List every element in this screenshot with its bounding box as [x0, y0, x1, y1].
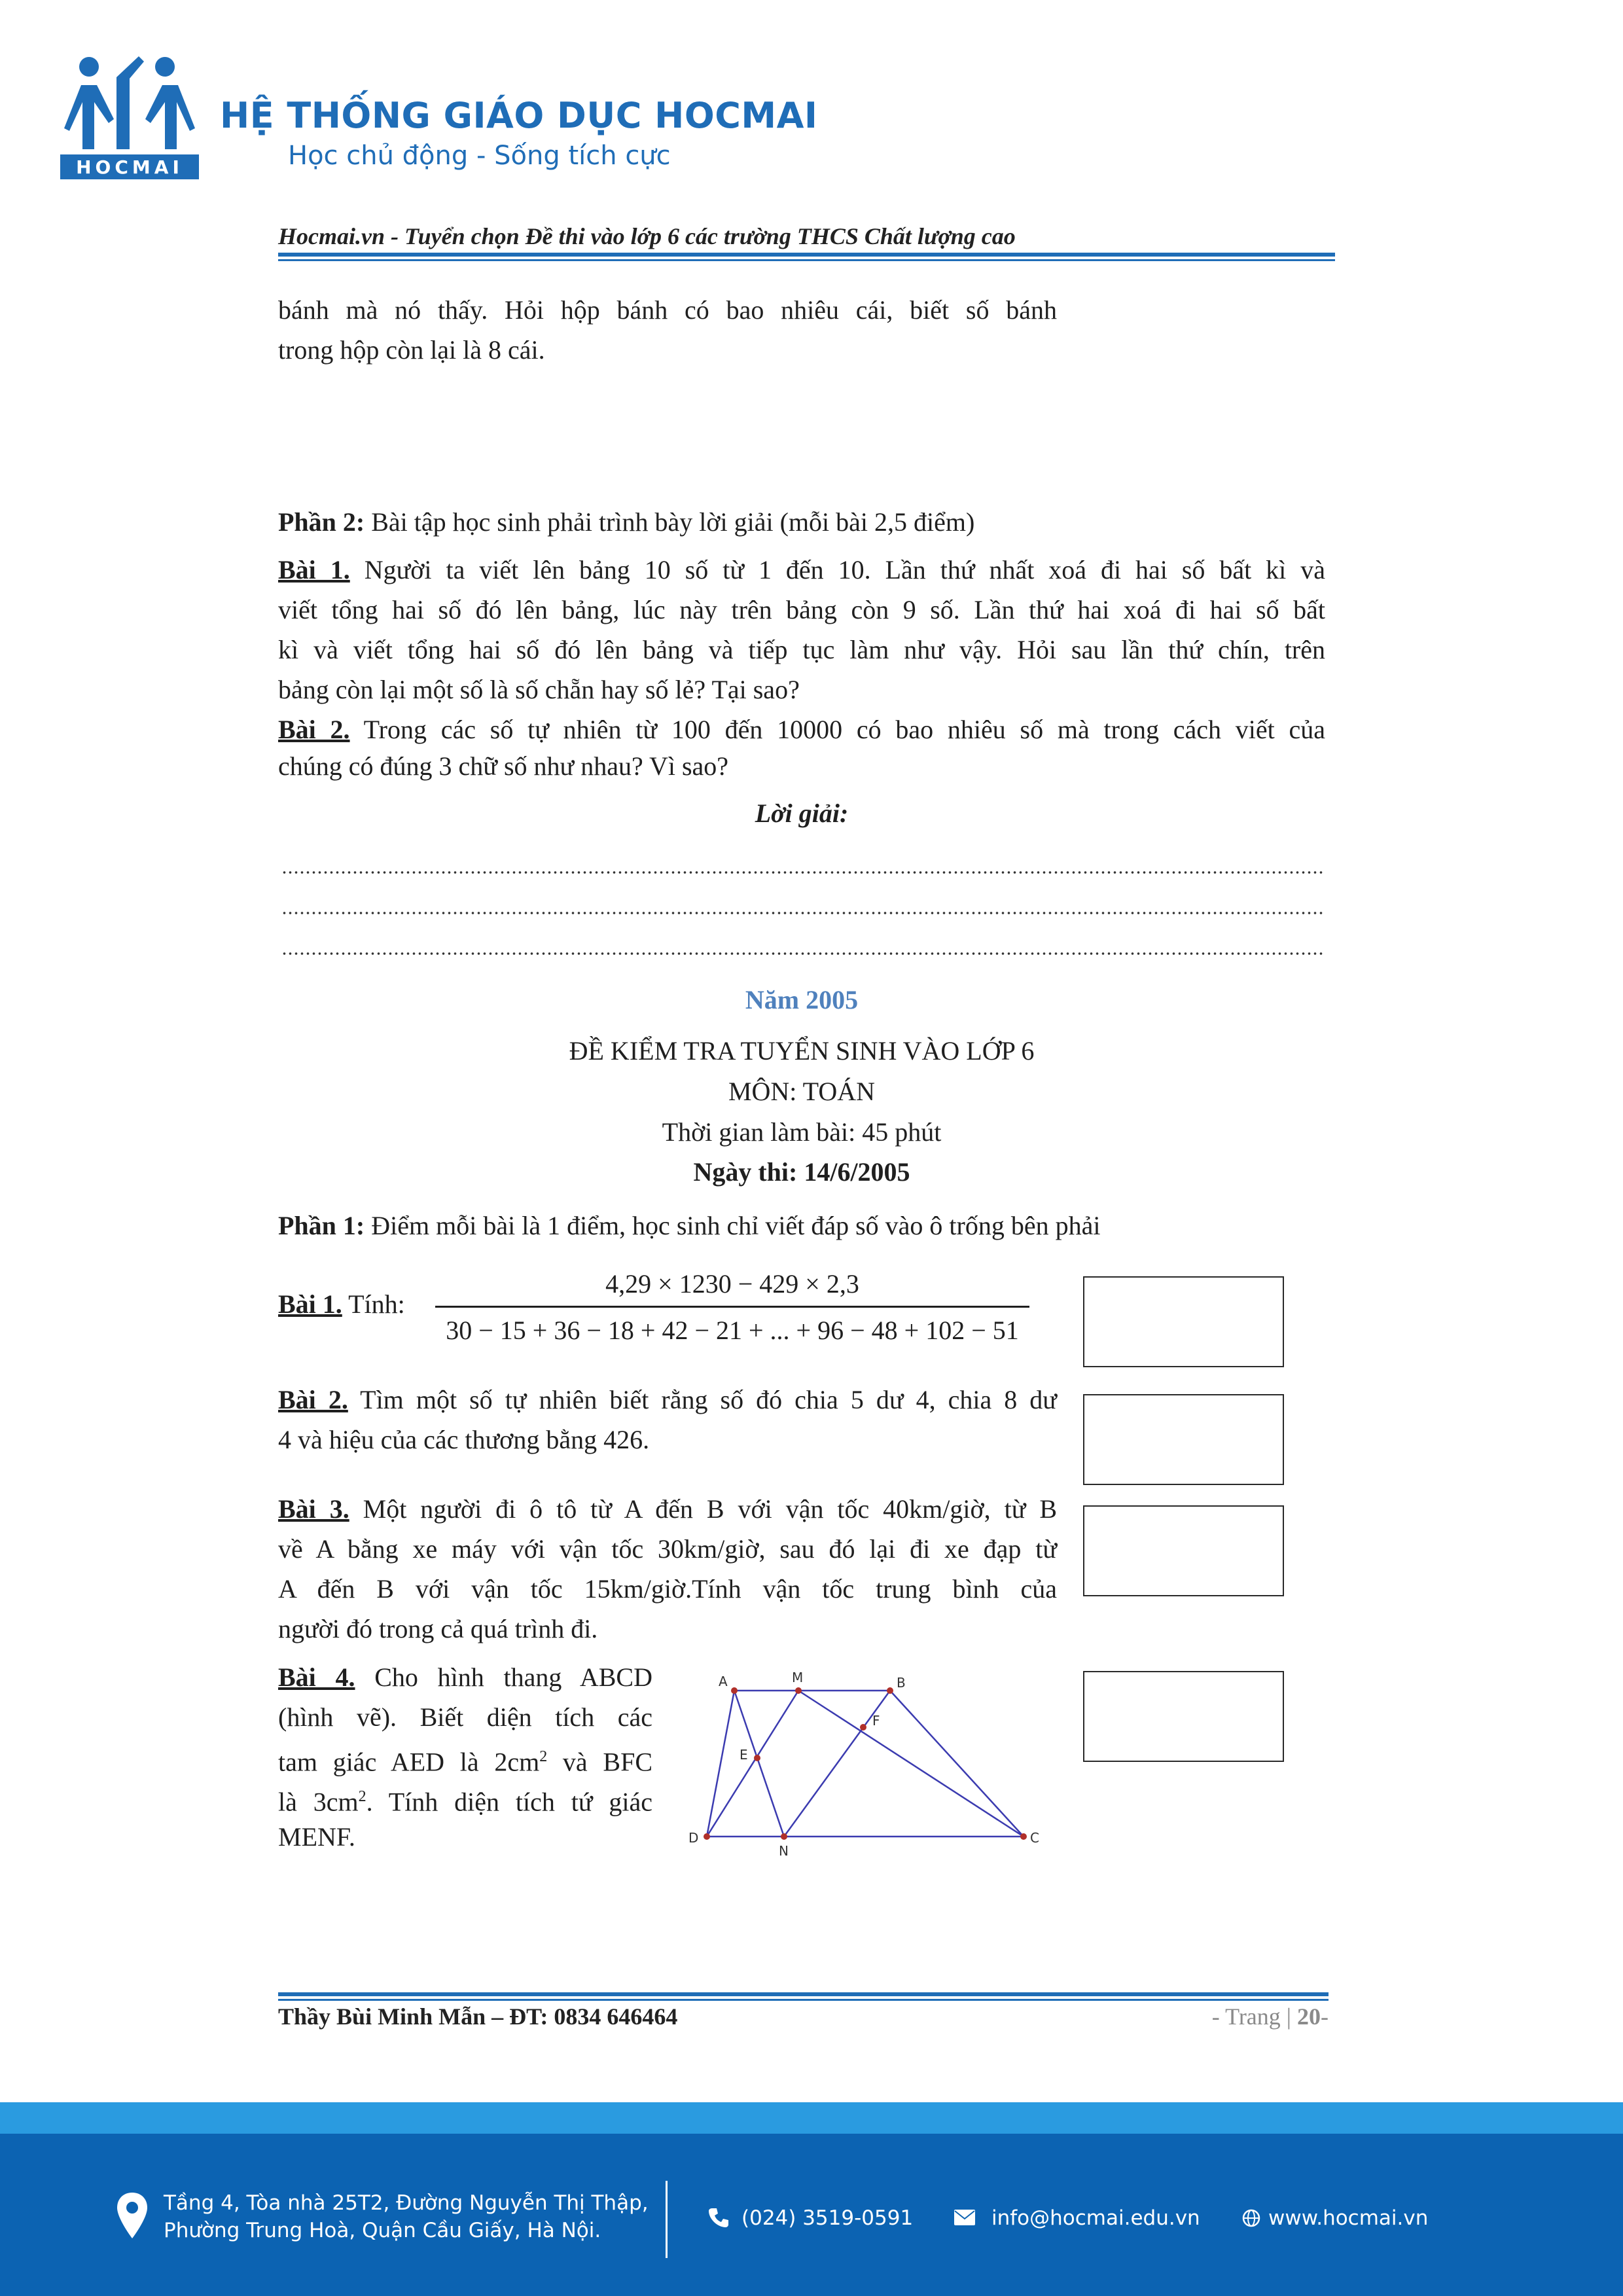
part1-heading	[278, 1206, 1100, 1246]
part2-p2-line-1	[278, 709, 1325, 749]
exam-b2-line-1	[278, 1380, 1057, 1420]
part2-p1-line-2: viết tổng hai số đó lên bảng, lúc này trên bảng còn 9 số. Lần thứ hai xoá đi hai số bất	[278, 595, 1325, 624]
part1-label: Phần 1:	[278, 1211, 365, 1240]
point-d	[704, 1833, 710, 1840]
logo-text: HOCMAI	[76, 156, 183, 178]
part2-p1-text-1: Người ta viết lên bảng 10 số từ 1 đến 10. Lần thứ nhất xoá đi hai số bất kì và	[349, 555, 1326, 584]
solution-label: Lời giải:	[755, 798, 849, 828]
footer-address-line-1: Tầng 4, Tòa nhà 25T2, Đường Nguyễn Thị Thập,	[164, 2191, 649, 2215]
part2-p1-line-1	[278, 550, 1325, 590]
part2-label: Phần 2:	[278, 507, 365, 537]
teacher-contact: Thầy Bùi Minh Mẫn – ĐT: 0834 646464	[278, 2003, 678, 2030]
header-rule-thin	[278, 259, 1335, 261]
mail-icon	[954, 2210, 975, 2225]
segment-an	[734, 1691, 784, 1837]
exam-b1	[278, 1284, 405, 1324]
exam-b1-label: Bài 1.	[278, 1289, 342, 1319]
exam-duration: Thời gian làm bài: 45 phút	[662, 1117, 942, 1147]
exam-b4-text-3a: tam giác AED là 2cm	[278, 1747, 540, 1777]
answer-box-b1[interactable]	[1083, 1276, 1284, 1367]
exam-b4-line-4	[278, 1777, 652, 1821]
label-c: C	[1030, 1830, 1039, 1846]
point-c	[1020, 1833, 1027, 1840]
trapezoid-figure	[681, 1662, 1047, 1859]
part2-p2-label: Bài 2.	[278, 715, 350, 744]
answer-box-b3[interactable]	[1083, 1505, 1284, 1596]
label-b: B	[897, 1675, 906, 1691]
part1-text: Điểm mỗi bài là 1 điểm, học sinh chỉ viết đáp số vào ô trống bên phải	[365, 1211, 1101, 1240]
point-m	[795, 1687, 802, 1694]
footer-rule-thin	[278, 1999, 1329, 2001]
phone-icon	[707, 2206, 730, 2229]
answer-dotted-line-3	[281, 952, 1325, 956]
exam-b3-line-2: về A bằng xe máy với vận tốc 30km/giờ, sau đó lại đi xe đạp từ	[278, 1534, 1057, 1564]
exam-b4-line-3	[278, 1737, 652, 1782]
exam-b4-text-4a: là 3cm	[278, 1787, 359, 1817]
exam-date: Ngày thi: 14/6/2005	[693, 1157, 910, 1187]
exam-b3-line-4: người đó trong cả quá trình đi.	[278, 1614, 598, 1643]
exam-b4-line-5: MENF.	[278, 1822, 355, 1852]
page-number-value: 20	[1297, 2003, 1321, 2030]
hocmai-logo	[60, 51, 199, 179]
exam-b4-line-2: (hình vẽ). Biết diện tích các	[278, 1702, 652, 1732]
superscript-2: 2	[539, 1748, 548, 1765]
exam-b3-text-1: Một người đi ô tô từ A đến B với vận tốc 40km/giờ, từ B	[349, 1494, 1057, 1524]
answer-dotted-line-1	[281, 870, 1325, 874]
header-rule	[278, 253, 1335, 257]
footer-phone[interactable]: (024) 3519-0591	[741, 2206, 914, 2230]
exam-b3-label: Bài 3.	[278, 1494, 349, 1524]
prev-line-1: bánh mà nó thấy. Hỏi hộp bánh có bao nhiêu cái, biết số bánh	[278, 295, 1057, 325]
point-a	[731, 1687, 738, 1694]
exam-b3-line-1	[278, 1489, 1057, 1529]
label-a: A	[719, 1674, 728, 1689]
exam-subject: MÔN: TOÁN	[728, 1077, 876, 1106]
exam-b2-line-2: 4 và hiệu của các thương bằng 426.	[278, 1425, 650, 1454]
fraction-denominator: 30 − 15 + 36 − 18 + 42 − 21 + ... + 96 − 48 + 102 − 51	[446, 1316, 1019, 1345]
footer-address-line-2: Phường Trung Hoà, Quận Cầu Giấy, Hà Nội.	[164, 2219, 601, 2242]
footer-separator	[666, 2181, 668, 2258]
part2-p2-line-2: chúng có đúng 3 chữ số như nhau? Vì sao?	[278, 751, 729, 781]
exam-b1-fraction	[435, 1265, 1029, 1350]
exam-title: ĐỀ KIỂM TRA TUYỂN SINH VÀO LỚP 6	[569, 1036, 1035, 1066]
footer-band-light	[0, 2102, 1623, 2134]
page-prefix: - Trang |	[1211, 2003, 1297, 2030]
footer-email[interactable]: info@hocmai.edu.vn	[991, 2206, 1200, 2230]
point-f	[860, 1724, 866, 1731]
footer-website[interactable]: www.hocmai.vn	[1268, 2206, 1429, 2230]
label-m: M	[792, 1670, 804, 1685]
label-e: E	[740, 1747, 748, 1763]
part2-p1-label: Bài 1.	[278, 555, 350, 584]
superscript-2: 2	[358, 1788, 366, 1805]
exam-b2-text-1: Tìm một số tự nhiên biết rằng số đó chia 5 dư 4, chia 8 dư	[348, 1385, 1057, 1414]
footer-rule	[278, 1992, 1329, 1996]
label-d: D	[688, 1830, 699, 1846]
exam-b3-line-3: A đến B với vận tốc 15km/giờ.Tính vận tốc trung bình của	[278, 1574, 1057, 1604]
part2-p1-line-4: bảng còn lại một số là số chẵn hay số lẻ? Tại sao?	[278, 675, 800, 704]
answer-box-b2[interactable]	[1083, 1394, 1284, 1485]
page-number	[1191, 2003, 1329, 2030]
exam-b4-line-1	[278, 1657, 652, 1697]
fraction-bar	[435, 1306, 1029, 1308]
point-e	[754, 1755, 760, 1761]
brand-title: HỆ THỐNG GIÁO DỤC HOCMAI	[220, 95, 818, 136]
point-b	[887, 1687, 893, 1694]
globe-icon	[1242, 2209, 1260, 2227]
exam-b1-text: Tính:	[342, 1289, 405, 1319]
point-n	[781, 1833, 787, 1840]
part2-p1-line-3: kì và viết tổng hai số đó lên bảng và tiếp tục làm như vậy. Hỏi sau lần thứ chín, trên	[278, 635, 1325, 664]
part2-p2-text-1: Trong các số tự nhiên từ 100 đến 10000 có bao nhiêu số mà trong cách viết của	[349, 715, 1325, 744]
exam-year: Năm 2005	[745, 985, 859, 1014]
part2-text: Bài tập học sinh phải trình bày lời giải (mỗi bài 2,5 điểm)	[365, 507, 975, 537]
exam-b4-label: Bài 4.	[278, 1662, 355, 1692]
running-head: Hocmai.vn - Tuyển chọn Đề thi vào lớp 6 các trường THCS Chất lượng cao	[278, 223, 1016, 249]
label-f: F	[872, 1713, 880, 1729]
prev-line-2: trong hộp còn lại là 8 cái.	[278, 335, 545, 365]
part2-heading	[278, 502, 974, 542]
exam-b2-label: Bài 2.	[278, 1385, 348, 1414]
answer-box-b4[interactable]	[1083, 1671, 1284, 1762]
fraction-numerator: 4,29 × 1230 − 429 × 2,3	[605, 1269, 859, 1299]
page-suffix: -	[1321, 2003, 1329, 2030]
location-pin-icon	[115, 2191, 149, 2241]
exam-b4-text-3b: và BFC	[547, 1747, 652, 1777]
exam-b4-text-1: Cho hình thang ABCD	[355, 1662, 652, 1692]
brand-slogan: Học chủ động - Sống tích cực	[288, 141, 671, 171]
label-n: N	[779, 1843, 789, 1859]
exam-b4-text-4b: . Tính diện tích tứ giác	[366, 1787, 653, 1817]
answer-dotted-line-2	[281, 911, 1325, 915]
